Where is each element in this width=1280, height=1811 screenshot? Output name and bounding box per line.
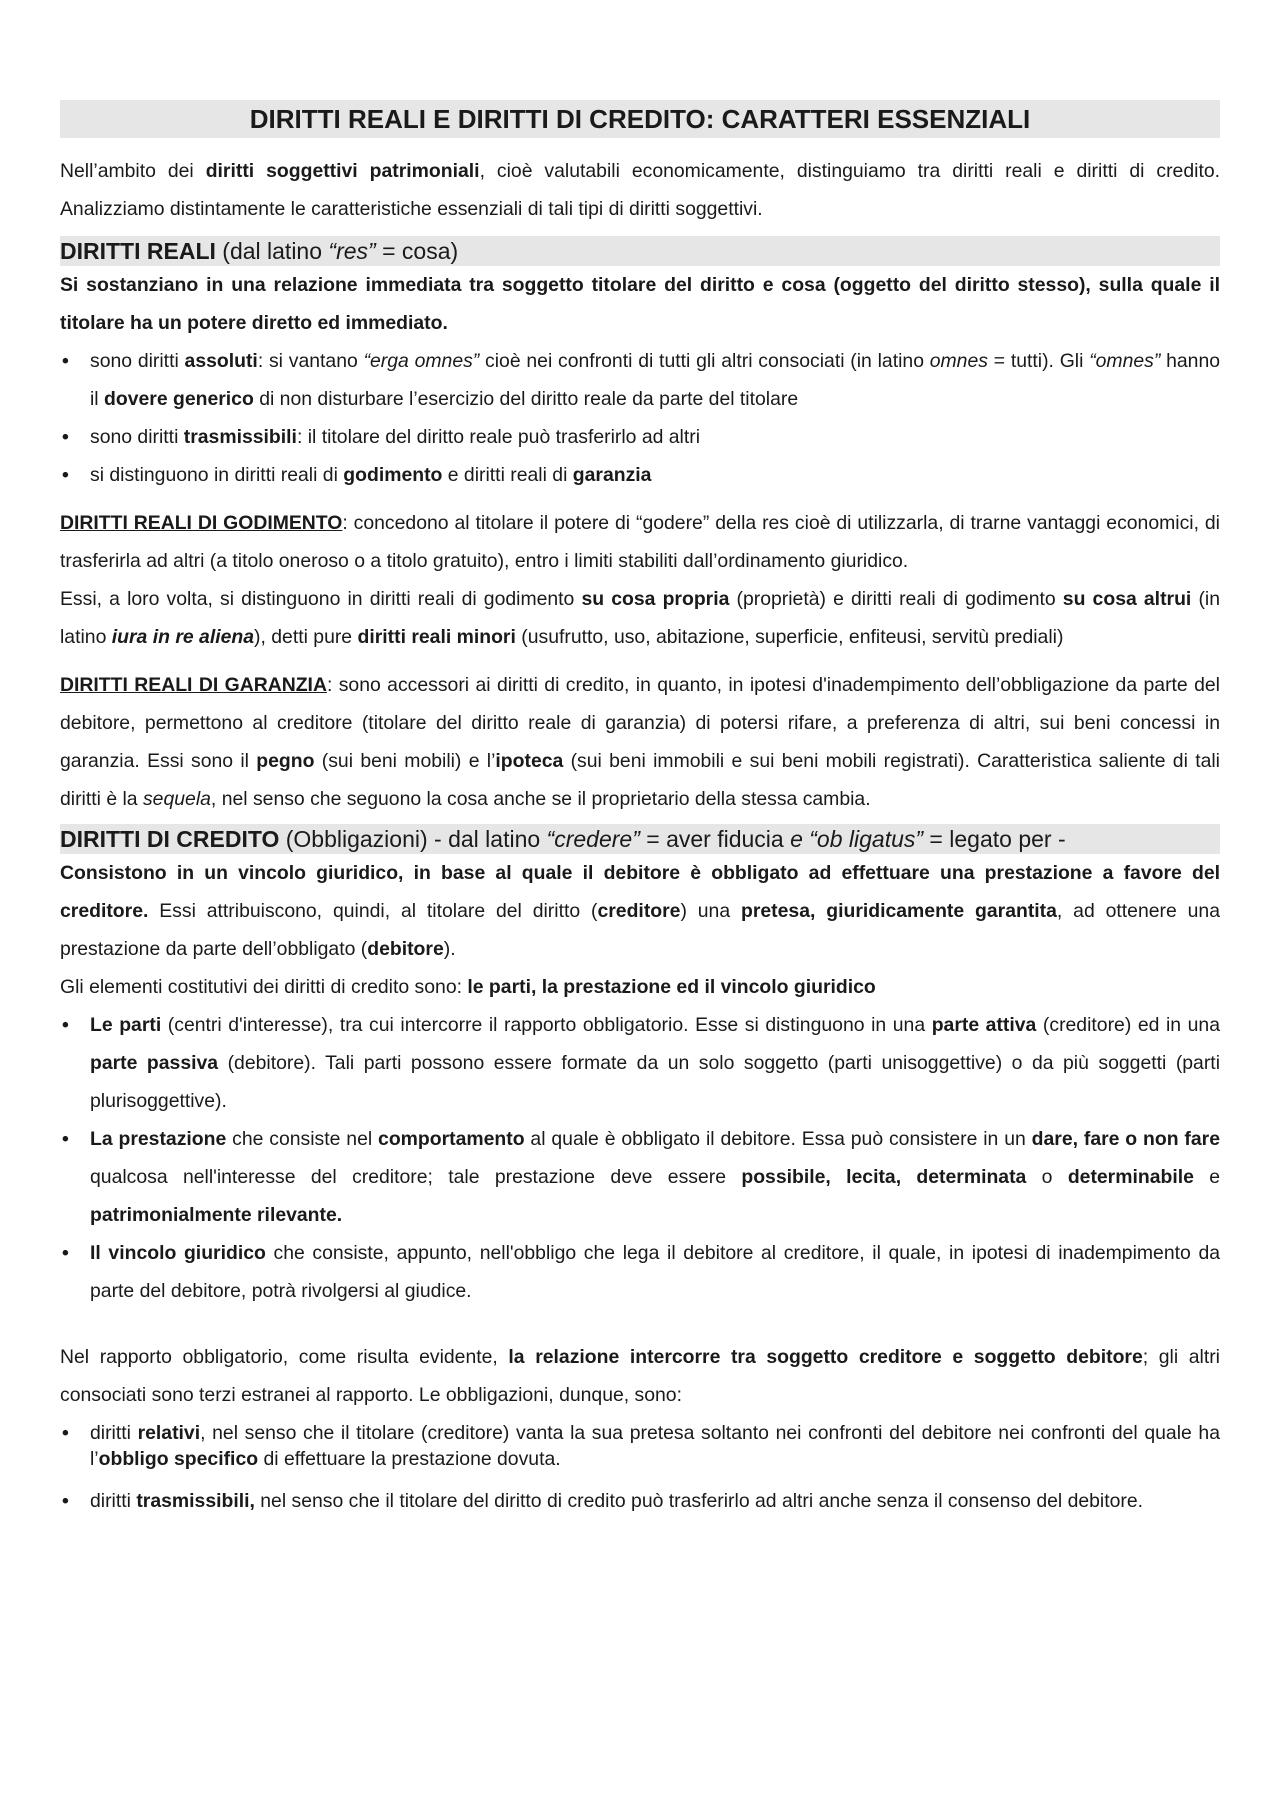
text: nel senso che il titolare del diritto di credito può trasferirlo ad altri anche senza il consenso del debitore. (254, 1490, 1144, 1512)
bold-text: obbligo specifico (98, 1448, 259, 1470)
bold-text: pretesa, giuridicamente garantita (741, 900, 1057, 922)
text: diritti (90, 1422, 138, 1444)
list-item (60, 1420, 1220, 1472)
list-item (60, 1006, 1220, 1120)
text: : il titolare del diritto reale può trasferirlo ad altri (296, 426, 701, 448)
text: qualcosa nell'interesse del creditore; tale prestazione deve essere (90, 1166, 742, 1188)
bold-text: debitore (367, 938, 444, 960)
text: Nel rapporto obbligatorio, come risulta evidente, (60, 1346, 509, 1368)
text: che consiste nel (226, 1128, 379, 1150)
heading-text: (Obbligazioni) - dal latino (279, 826, 547, 852)
bullet-icon: • (62, 1128, 69, 1150)
text: ) una (680, 900, 741, 922)
list-item (60, 342, 1220, 418)
bold-text: ipoteca (495, 750, 564, 772)
bold-text: creditore (597, 900, 681, 922)
reali-definition: Si sostanziano in una relazione immediata tra soggetto titolare del diritto e cosa (oggetto del diritto stesso), sulla quale il titolare ha un potere diretto ed immediato. (60, 274, 1220, 334)
text: che consiste, appunto, nell'obbligo che lega il debitore al creditore, il quale, in ipotesi di inadempimento da parte del debitore, potrà rivolgersi al giudice. (90, 1242, 1221, 1302)
bold-text: Il vincolo giuridico (90, 1242, 266, 1264)
bold-text: Consistono in un vincolo giuridico, in base al quale il debitore è obbligato ad effettuare una prestazione a favore del creditore. (60, 862, 1220, 922)
text: (debitore). Tali parti possono essere formate da un solo soggetto (parti unisoggettive) o da più soggetti (parti plurisoggettive). (90, 1052, 1220, 1112)
list-item (60, 1234, 1220, 1310)
bullet-icon: • (62, 1422, 69, 1444)
text: di non disturbare l’esercizio del diritto reale da parte del titolare (253, 388, 799, 410)
bold-text: pegno (256, 750, 315, 772)
heading-bold: DIRITTI DI CREDITO (60, 826, 280, 852)
page-title: DIRITTI REALI E DIRITTI DI CREDITO: CARATTERI ESSENZIALI (60, 100, 1220, 138)
bullet-icon: • (62, 1490, 69, 1512)
text: (proprietà) e diritti reali di godimento (729, 588, 1063, 610)
credito-definition (60, 854, 1220, 968)
text: sono diritti (90, 350, 185, 372)
heading-italic: e “ob ligatus” (790, 826, 924, 852)
godimento-paragraph-2 (60, 580, 1220, 656)
bullet-icon: • (62, 426, 69, 448)
bold-text: parte attiva (931, 1014, 1037, 1036)
text: si distinguono in diritti reali di (90, 464, 344, 486)
bold-text: le parti, la prestazione ed il vincolo giuridico (467, 976, 876, 998)
italic-text: omnes (929, 350, 988, 372)
bold-text: patrimonialmente rilevante. (90, 1204, 343, 1226)
text: : si vantano (257, 350, 364, 372)
bold-text: su cosa propria (581, 588, 730, 610)
text: (creditore) ed in una (1036, 1014, 1221, 1036)
document-content (60, 100, 1220, 1530)
list-item (60, 418, 1220, 456)
bold-text: parte passiva (90, 1052, 219, 1074)
heading-text: = aver fiducia (639, 826, 791, 852)
bold-text: la relazione intercorre tra soggetto creditore e soggetto debitore (508, 1346, 1143, 1368)
text: Gli elementi costitutivi dei diritti di credito sono: (60, 976, 468, 998)
text: Essi, a loro volta, si distinguono in diritti reali di godimento (60, 588, 582, 610)
text: diritti (90, 1490, 137, 1512)
italic-text: sequela (142, 788, 211, 810)
text: e (1193, 1166, 1221, 1188)
text: = tutti). Gli (987, 350, 1090, 372)
text: hanno il (90, 350, 1221, 410)
bold-text: Le parti (90, 1014, 162, 1036)
heading-text: = legato per - (923, 826, 1066, 852)
intro-paragraph (60, 152, 1220, 228)
list-item (60, 1488, 1220, 1514)
heading-italic: “credere” (546, 826, 640, 852)
heading-italic: “res” (328, 238, 376, 264)
credito-bullet-list (60, 1006, 1220, 1310)
section-heading-diritti-reali (60, 236, 1220, 266)
text: , ad ottenere una prestazione da parte dell’obbligato ( (60, 900, 1220, 960)
text: ; gli altri consociati sono terzi estranei al rapporto. Le obbligazioni, dunque, sono: (60, 1346, 1220, 1406)
bold-text: possibile, lecita, determinata (741, 1166, 1027, 1188)
italic-text: “omnes” (1089, 350, 1161, 372)
list-item (60, 456, 1220, 494)
intro-text: , cioè valutabili economicamente, distinguiamo tra diritti reali e diritti di credito. Analizziamo distintamente le caratteristiche essenziali di tali tipi di diritti soggettivi. (60, 160, 1220, 220)
text: (centri d'interesse), tra cui intercorre il rapporto obbligatorio. Esse si distinguono in una (161, 1014, 932, 1036)
bold-text: trasmissibili, (136, 1490, 255, 1512)
garanzia-label: DIRITTI REALI DI GARANZIA (60, 674, 327, 696)
bold-text: La prestazione (90, 1128, 227, 1150)
bullet-icon: • (62, 1242, 69, 1264)
text: Essi attribuiscono, quindi, al titolare del diritto ( (148, 900, 598, 922)
text: e diritti reali di (442, 464, 573, 486)
text: (usufrutto, uso, abitazione, superficie, enfiteusi, servitù prediali) (515, 626, 1064, 648)
text: : concedono al titolare il potere di “godere” della res cioè di utilizzarla, di trarne vantaggi economici, di trasferirla ad altri (a titolo oneroso o a titolo gratuito), entro i limiti stabiliti dall’ordinamento giuridico. (60, 512, 1220, 572)
heading-bold: DIRITTI REALI (60, 238, 216, 264)
text: (sui beni immobili e sui beni mobili registrati). Caratteristica saliente di tali diritti è la (60, 750, 1220, 810)
bullet-icon: • (62, 464, 69, 486)
heading-text: = cosa) (375, 238, 459, 264)
rapporto-paragraph (60, 1338, 1220, 1414)
bold-text: su cosa altrui (1062, 588, 1192, 610)
intro-text: Nell’ambito dei (60, 160, 206, 182)
bold-text: diritti reali minori (357, 626, 516, 648)
bold-text: dovere generico (104, 388, 254, 410)
garanzia-paragraph (60, 666, 1220, 818)
italic-text: “erga omnes” (363, 350, 480, 372)
heading-text: (dal latino (215, 238, 329, 264)
godimento-paragraph (60, 504, 1220, 580)
text: , nel senso che il titolare (creditore) vanta la sua pretesa soltanto nei confronti del debitore nei confronti del quale ha l’ (90, 1422, 1220, 1470)
text: o (1026, 1166, 1068, 1188)
bullet-icon: • (62, 1014, 69, 1036)
credito-elements (60, 968, 1220, 1006)
bold-text: assoluti (184, 350, 258, 372)
bold-text: trasmissibili (183, 426, 297, 448)
reali-bullet-list (60, 342, 1220, 494)
text: cioè nei confronti di tutti gli altri consociati (in latino (479, 350, 930, 372)
bold-text: relativi (137, 1422, 201, 1444)
text: : sono accessori ai diritti di credito, in quanto, in ipotesi d'inadempimento dell’obbligazione da parte del debitore, permettono al creditore (titolare del diritto reale di garanzia) di potersi rifare, a preferenza di altri, sui beni concessi in garanzia. Essi sono il (60, 674, 1220, 772)
text: al quale è obbligato il debitore. Essa può consistere in un (524, 1128, 1032, 1150)
bullet-icon: • (62, 350, 69, 372)
bold-text: garanzia (572, 464, 652, 486)
godimento-label: DIRITTI REALI DI GODIMENTO (60, 512, 343, 534)
text: (sui beni mobili) e l’ (314, 750, 496, 772)
bold-text: determinabile (1067, 1166, 1194, 1188)
text: (in latino (60, 588, 1220, 648)
obbligazioni-bullet-list (60, 1420, 1220, 1514)
bold-text: godimento (343, 464, 443, 486)
intro-bold: diritti soggettivi patrimoniali (205, 160, 480, 182)
bold-text: comportamento (378, 1128, 525, 1150)
text: di effettuare la prestazione dovuta. (258, 1448, 561, 1470)
bold-italic-text: iura in re aliena (111, 626, 255, 648)
text: ), detti pure (254, 626, 358, 648)
bold-text: dare, fare o non fare (1031, 1128, 1220, 1150)
section-heading-diritti-credito (60, 824, 1220, 854)
text: sono diritti (90, 426, 184, 448)
text: ). (443, 938, 456, 960)
text: , nel senso che seguono la cosa anche se il proprietario della stessa cambia. (210, 788, 871, 810)
list-item (60, 1120, 1220, 1234)
